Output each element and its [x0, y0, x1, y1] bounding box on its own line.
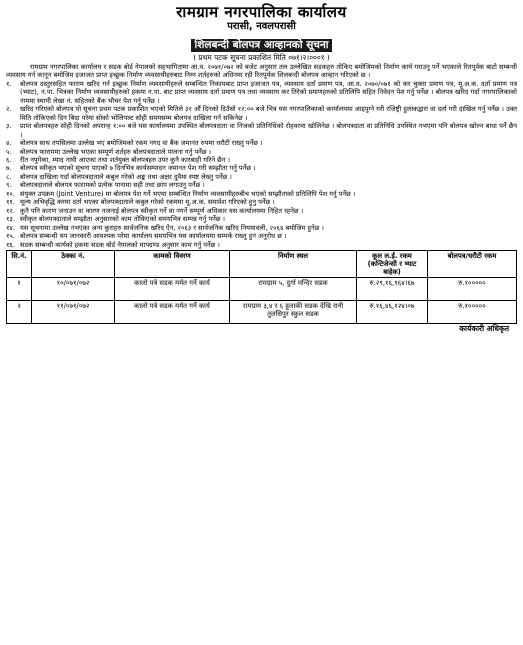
list-item: [6, 207, 517, 215]
list-item: [6, 139, 517, 147]
condition-number: ८.: [6, 172, 12, 181]
notice-header: [6, 3, 517, 63]
signature-label: कार्यकारी अधिकृत: [459, 323, 509, 333]
condition-text: सडक सम्बन्धी कार्यको हकमा सडक बोर्ड नेपालको मापदण्ड अनुसार काम गर्नु पर्नेछ ।: [20, 240, 220, 249]
table-header-row: [7, 250, 517, 277]
cell-work: कालो पत्रे सडक मर्मत गर्ने कार्य: [115, 300, 230, 323]
condition-text: प्राप्त बोलपत्रहरु सोही दिनको अपरान्ह १:०० बजे यस कार्यालयमा उपस्थित बोलपत्रदाता वा निजको प्रतिनिधिको रोहवरमा खोलिनेछ । बोलपत्रदाता वा प्रतिनिधि उपस्थित नभएमा पनि बोलपत्र खोल्न बाधा पर्ने छैन ।: [20, 122, 517, 139]
condition-number: १.: [6, 79, 12, 88]
intro-paragraph: रामग्राम नगरपालिका कार्यालय र सडक बोर्ड नेपालको सहभागितामा आ.व. २०७१/०७२ को बजेट अनुसार तल उल्लेखित सडकहरु तोकिए बमोजिमको निर्माण कार्य गराउनु पर्ने भएकाले रितपूर्वक बाटो सम्बन्धी व्यवसाय गर्न कानून बमोजिम इजाजत प्राप्त इच्छुक निर्माण व्यवसायीहरुबाट निम्न शर्तहरुको अधिनमा रही रितपूर्वक शिलबन्दी बोलपत्र आव्हान गरिएको छ ।: [6, 63, 517, 80]
cell-sn: २: [7, 300, 32, 323]
condition-number: १२.: [6, 206, 15, 215]
cell-deposit: रु.१०००००: [428, 300, 517, 323]
cell-work: कालो पत्रे सडक मर्मत गर्ने कार्य: [115, 277, 230, 300]
cell-sn: १: [7, 277, 32, 300]
condition-text: बोलपत्र दाखिला गर्दा बोलपत्रदाताले कबुल गरेको अङ्क तथा अक्षर दुवैमा स्पष्ट लेख्नु पर्नेछ ।: [20, 172, 232, 181]
cell-site: रामग्राम ३,४ र ६ हुलाकी सडक देखि रानी तुलसिपुर स्कुल सडक: [230, 300, 357, 323]
condition-text: खरिद गरिएको बोलपत्र यो सूचना प्रथम पटक प्रकाशित भएको मितिले ३१ औं दिनको दिउँसो १२:०० बजे भित्र यस नगरपालिकाको कार्यालयमा आइपुग्ने गरी रजिष्ट्री हुलाकद्वारा वा दर्ता गरी दाखिल गर्नु पर्नेछ । उक्त मिति तोकिएको दिन बिदा परेमा सोको भोलिपल्ट सोही समयसम्म बोलपत्र दाखिला गर्न सकिनेछ ।: [20, 105, 517, 122]
list-item: [6, 156, 517, 164]
condition-number: १३.: [6, 215, 15, 224]
list-item: [6, 241, 517, 249]
condition-number: १५.: [6, 232, 15, 241]
cell-contract-no: १०/०७१/०७२: [32, 277, 115, 300]
list-item: [6, 190, 517, 198]
condition-number: ५.: [6, 147, 12, 156]
condition-text: संयुक्त उपक्रम (Joint Venture) मा बोलपत्र पेश गर्ने भएमा सम्बन्धित निर्माण व्यवसायीहरुबीच भएको सम्झौताको प्रतिलिपि पेश गर्नु पर्नेछ ।: [20, 189, 356, 198]
condition-text: बोलपत्र साथ तपसिलमा उल्लेख भए बमोजिमको रकम नगद वा बैंक जमानत रुपमा धरौटी राख्नु पर्नेछ ।: [20, 139, 263, 148]
col-deposit: बोलपत्र/धरौटी रकम: [428, 250, 517, 277]
condition-number: १०.: [6, 189, 15, 198]
list-item: [6, 164, 517, 172]
condition-text: बोलपत्र फाराममा उल्लेख भएका सम्पूर्ण शर्तहरु बोलपत्रदाताले पालना गर्नु पर्नेछ ।: [20, 147, 212, 156]
cell-site: रामग्राम ५, दुर्गा मन्दिर सडक: [230, 277, 357, 300]
cell-amount: रु.२९,१६,९६४।६७: [357, 277, 428, 300]
condition-text: बोलपत्र दस्तुरसहित फाराम खरिद गर्न इच्छुक निर्माण व्यवसायीहरुले सम्बन्धित निकायबाट प्राप्त इजाजत पत्र, व्यवसाय दर्ता प्रमाण पत्र, आ.व. २०७०/०७१ को कर चुक्ता प्रमाण पत्र, मू.अ.क. दर्ता प्रमाण पत्र (भ्याट), न.पा. भित्रका निर्माण व्यवसायीहरुको हकमा न.पा. बाट प्राप्त व्यवसाय दर्ता प्रमाण पत्र तथा व्यवसाय कर तिरेको प्रमाणहरुको प्रतिलिपि सहित निवेदन पेश गर्नु पर्नेछ । बोलपत्र खरिद गर्दा नगरपालिकाको नाममा स्थायी लेखा नं. सहितको बैंक भौचर पेश गर्नु पर्नेछ ।: [20, 79, 517, 105]
col-amount: कूल ल.ई. रकम (कन्टिजेन्सी र भ्याट बाहेक): [357, 250, 428, 277]
cell-deposit: रु.१०००००: [428, 277, 517, 300]
list-item: [6, 198, 517, 206]
condition-number: ११.: [6, 198, 15, 207]
table-row: [7, 300, 517, 323]
publication-date: ( प्रथम पटक सूचना प्रकाशित मिति ०७१।२।०००१ ): [193, 53, 330, 62]
condition-text: बोलपत्रदाताले बोलपत्र फारामको प्रत्येक पानामा सही तथा छाप लगाउनु पर्नेछ ।: [20, 181, 205, 190]
list-item: [6, 148, 517, 156]
condition-number: ४.: [6, 139, 12, 148]
condition-text: बोलपत्र स्वीकृत भएको सूचना पाएको ७ दिनभित्र कार्यसम्पादन जमानत पेश गरी सम्झौता गर्नु पर्नेछ ।: [20, 164, 256, 173]
condition-number: १४.: [6, 223, 15, 232]
cell-contract-no: ११/०७१/०७२: [32, 300, 115, 323]
office-address: परासी, नवलपरासी: [227, 21, 296, 32]
list-item: [6, 215, 517, 223]
notice-body: [6, 63, 517, 249]
contracts-table: [6, 250, 517, 324]
list-item: [6, 181, 517, 189]
condition-number: १६.: [6, 240, 15, 249]
col-site: निर्माण स्थल: [230, 250, 357, 277]
col-work: कामको विवरण: [115, 250, 230, 277]
cell-amount: रु.१६,४६,१२४।०७: [357, 300, 428, 323]
list-item: [6, 232, 517, 240]
condition-text: यस सूचनामा उल्लेख नभएका अन्य कुराहरु सार्वजनिक खरिद ऐन, २०६३ र सार्वजनिक खरिद नियमावली, २०६४ बमोजिम हुनेछ ।: [20, 223, 324, 232]
list-item: [6, 224, 517, 232]
list-item: [6, 105, 517, 122]
col-sn: सि.नं.: [7, 250, 32, 277]
condition-text: रीत नपुगेका, म्याद नाघी आएका तथा शर्तयुक्त बोलपत्रहरु उपर कुनै कारबाही गरिने छैन ।: [20, 155, 230, 164]
condition-text: बोलपत्र सम्बन्धी थप जानकारी आवश्यक परेमा कार्यालय समयभित्र यस कार्यालयमा सम्पर्क राख्नु हुन अनुरोध छ ।: [20, 232, 287, 241]
condition-text: कुनै पनि कारण जनाउन वा कारण नजनाई बोलपत्र स्वीकृत गर्ने वा नगर्ने सम्पूर्ण अधिकार यस कार्यालयमा निहित रहनेछ ।: [20, 206, 304, 215]
list-item: [6, 173, 517, 181]
list-item: [6, 122, 517, 139]
condition-number: ३.: [6, 122, 12, 131]
condition-text: स्वीकृत बोलपत्रदाताले सम्झौता अनुसारको काम तोकिएको समयभित्र सम्पन्न गर्नु पर्नेछ ।: [20, 215, 225, 224]
condition-number: ६.: [6, 155, 12, 164]
condition-number: ७.: [6, 164, 12, 173]
notice-title: शिलबन्दी बोलपत्र आव्हानको सूचना: [191, 39, 331, 52]
conditions-list: [6, 80, 517, 249]
col-contract-no: ठेक्का नं.: [32, 250, 115, 277]
list-item: [6, 80, 517, 105]
office-title: रामग्राम नगरपालिका कार्यालय: [176, 3, 347, 21]
condition-text: मूल्य अभिवृद्धि करमा दर्ता भएका बोलपत्रदाताले कबुल गरेको रकममा मू.अ.क. समावेश गरिएको हुनु पर्नेछ ।: [20, 198, 275, 207]
table-row: [7, 277, 517, 300]
condition-number: ९.: [6, 181, 12, 190]
condition-number: २.: [6, 105, 12, 114]
